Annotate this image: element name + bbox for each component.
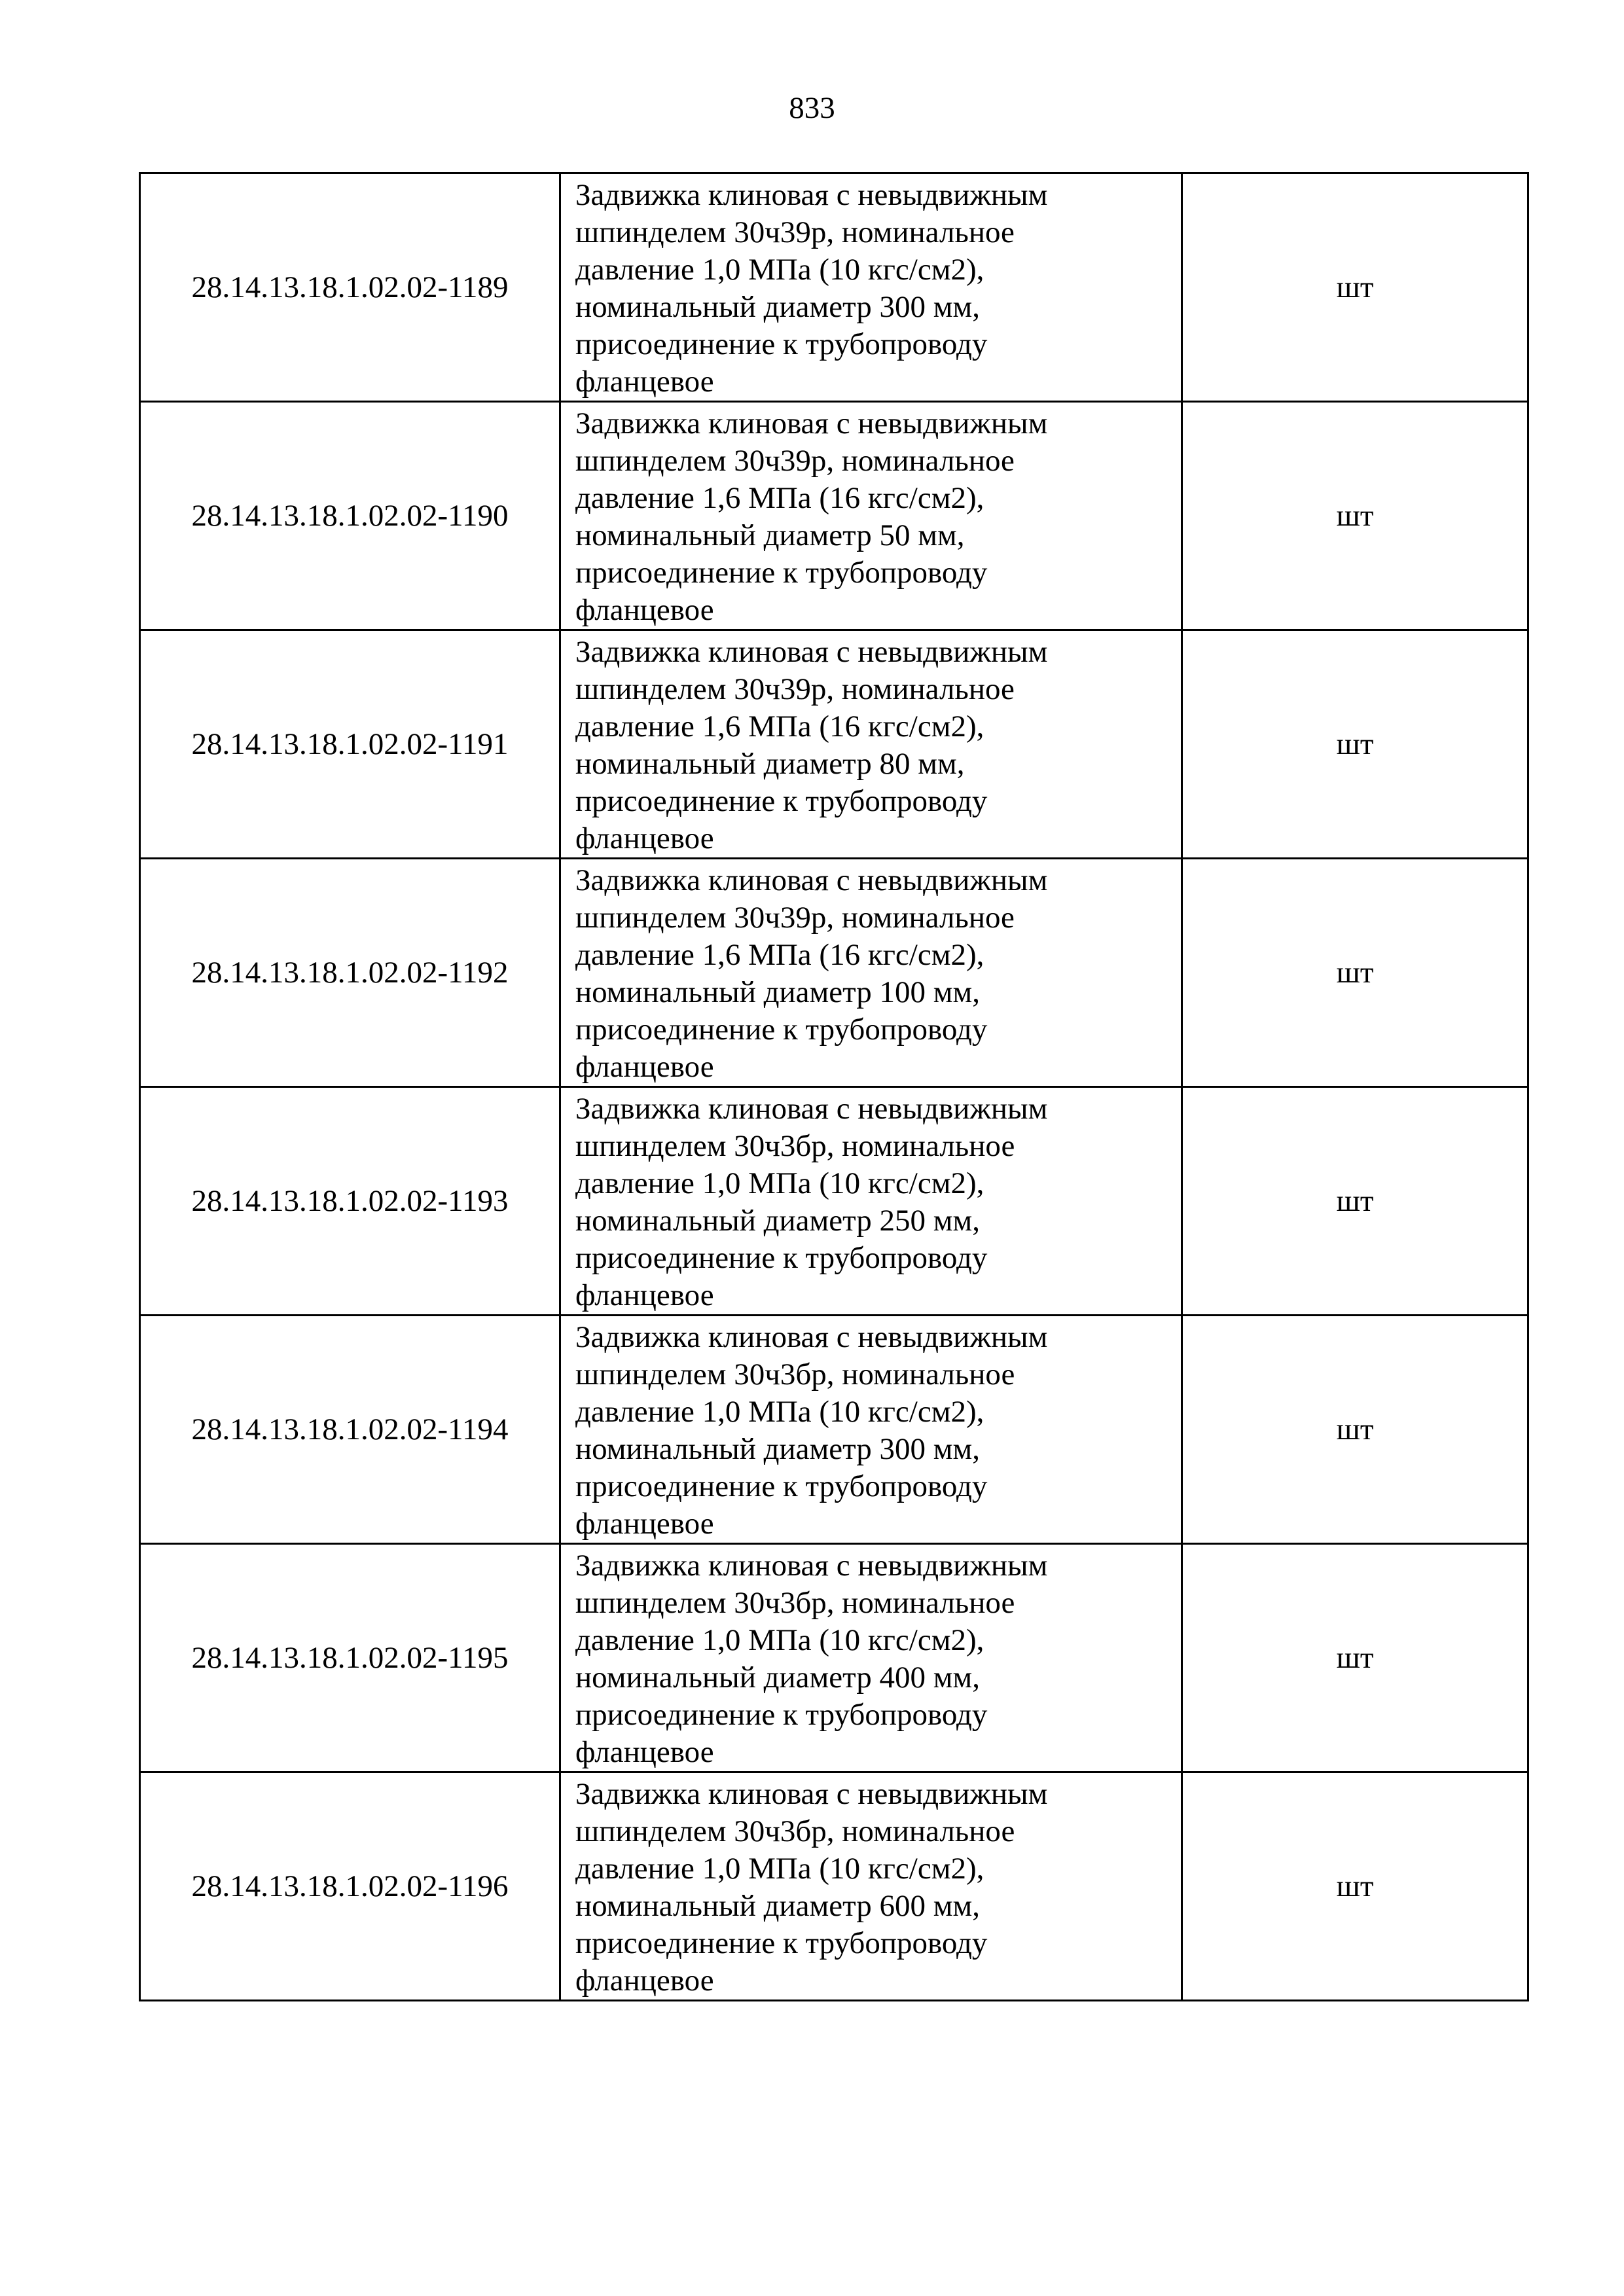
page-number: 833 <box>789 91 835 125</box>
description-line: шпинделем 30ч3бр, номинальное <box>575 1814 1015 1848</box>
table-row <box>140 402 1528 630</box>
description-cell <box>560 1087 1182 1316</box>
description-line: давление 1,6 МПа (16 кгс/см2), <box>575 481 984 515</box>
resource-code-cell: 28.14.13.18.1.02.02-1193 <box>140 1087 560 1316</box>
table-row <box>140 630 1528 859</box>
description-line: шпинделем 30ч3бр, номинальное <box>575 1129 1015 1163</box>
table-row <box>140 859 1528 1087</box>
description-line: Задвижка клиновая с невыдвижным <box>575 1549 1048 1583</box>
description-line: давление 1,0 МПа (10 кгс/см2), <box>575 1623 984 1657</box>
description-line: фланцевое <box>575 365 714 399</box>
description-line: присоединение к трубопроводу <box>575 1469 988 1503</box>
description-cell <box>560 1316 1182 1544</box>
description-line: шпинделем 30ч39р, номинальное <box>575 672 1015 706</box>
table-row <box>140 1316 1528 1544</box>
description-line: фланцевое <box>575 593 714 627</box>
description-line: Задвижка клиновая с невыдвижным <box>575 178 1048 212</box>
description-line: шпинделем 30ч39р, номинальное <box>575 901 1015 935</box>
table-row <box>140 1087 1528 1316</box>
table-row <box>140 1544 1528 1772</box>
description-line: шпинделем 30ч3бр, номинальное <box>575 1357 1015 1391</box>
description-cell <box>560 402 1182 630</box>
description-line: номинальный диаметр 80 мм, <box>575 747 965 781</box>
description-line: давление 1,6 МПа (16 кгс/см2), <box>575 938 984 972</box>
description-line: фланцевое <box>575 1278 714 1312</box>
description-line: давление 1,0 МПа (10 кгс/см2), <box>575 1395 984 1429</box>
unit-cell: шт <box>1182 1544 1528 1772</box>
table-row <box>140 173 1528 402</box>
description-line: Задвижка клиновая с невыдвижным <box>575 635 1048 669</box>
description-line: номинальный диаметр 400 мм, <box>575 1660 980 1695</box>
description-line: шпинделем 30ч39р, номинальное <box>575 444 1015 478</box>
unit-cell: шт <box>1182 1316 1528 1544</box>
description-line: присоединение к трубопроводу <box>575 1698 988 1732</box>
description-line: давление 1,0 МПа (10 кгс/см2), <box>575 1852 984 1886</box>
description-line: фланцевое <box>575 821 714 855</box>
description-line: Задвижка клиновая с невыдвижным <box>575 1092 1048 1126</box>
description-line: давление 1,0 МПа (10 кгс/см2), <box>575 253 984 287</box>
description-line: Задвижка клиновая с невыдвижным <box>575 1320 1048 1354</box>
description-line: давление 1,0 МПа (10 кгс/см2), <box>575 1166 984 1200</box>
description-line: номинальный диаметр 600 мм, <box>575 1889 980 1923</box>
description-cell <box>560 859 1182 1087</box>
resource-code-cell: 28.14.13.18.1.02.02-1196 <box>140 1772 560 2001</box>
description-line: присоединение к трубопроводу <box>575 784 988 818</box>
description-line: фланцевое <box>575 1964 714 1998</box>
description-cell <box>560 630 1182 859</box>
description-cell <box>560 173 1182 402</box>
description-line: фланцевое <box>575 1735 714 1769</box>
description-line: присоединение к трубопроводу <box>575 1013 988 1047</box>
unit-cell: шт <box>1182 859 1528 1087</box>
unit-cell: шт <box>1182 630 1528 859</box>
unit-cell: шт <box>1182 402 1528 630</box>
description-line: давление 1,6 МПа (16 кгс/см2), <box>575 709 984 744</box>
unit-cell: шт <box>1182 173 1528 402</box>
description-line: фланцевое <box>575 1050 714 1084</box>
description-line: присоединение к трубопроводу <box>575 1241 988 1275</box>
description-line: шпинделем 30ч39р, номинальное <box>575 215 1015 249</box>
description-line: присоединение к трубопроводу <box>575 1926 988 1960</box>
description-cell <box>560 1772 1182 2001</box>
description-line: Задвижка клиновая с невыдвижным <box>575 1777 1048 1811</box>
resource-code-cell: 28.14.13.18.1.02.02-1194 <box>140 1316 560 1544</box>
description-line: присоединение к трубопроводу <box>575 327 988 361</box>
resource-code-cell: 28.14.13.18.1.02.02-1195 <box>140 1544 560 1772</box>
table-row <box>140 1772 1528 2001</box>
description-line: номинальный диаметр 100 мм, <box>575 975 980 1009</box>
description-cell <box>560 1544 1182 1772</box>
description-line: Задвижка клиновая с невыдвижным <box>575 863 1048 897</box>
unit-cell: шт <box>1182 1087 1528 1316</box>
description-line: номинальный диаметр 300 мм, <box>575 1432 980 1466</box>
unit-cell: шт <box>1182 1772 1528 2001</box>
description-line: Задвижка клиновая с невыдвижным <box>575 406 1048 440</box>
description-line: номинальный диаметр 300 мм, <box>575 290 980 324</box>
resource-code-cell: 28.14.13.18.1.02.02-1192 <box>140 859 560 1087</box>
description-line: номинальный диаметр 250 мм, <box>575 1204 980 1238</box>
resource-code-cell: 28.14.13.18.1.02.02-1191 <box>140 630 560 859</box>
description-line: номинальный диаметр 50 мм, <box>575 518 965 552</box>
specification-table <box>139 172 1529 2001</box>
resource-code-cell: 28.14.13.18.1.02.02-1190 <box>140 402 560 630</box>
resource-code-cell: 28.14.13.18.1.02.02-1189 <box>140 173 560 402</box>
table-body <box>140 173 1528 2001</box>
description-line: присоединение к трубопроводу <box>575 556 988 590</box>
description-line: шпинделем 30ч3бр, номинальное <box>575 1586 1015 1620</box>
description-line: фланцевое <box>575 1507 714 1541</box>
